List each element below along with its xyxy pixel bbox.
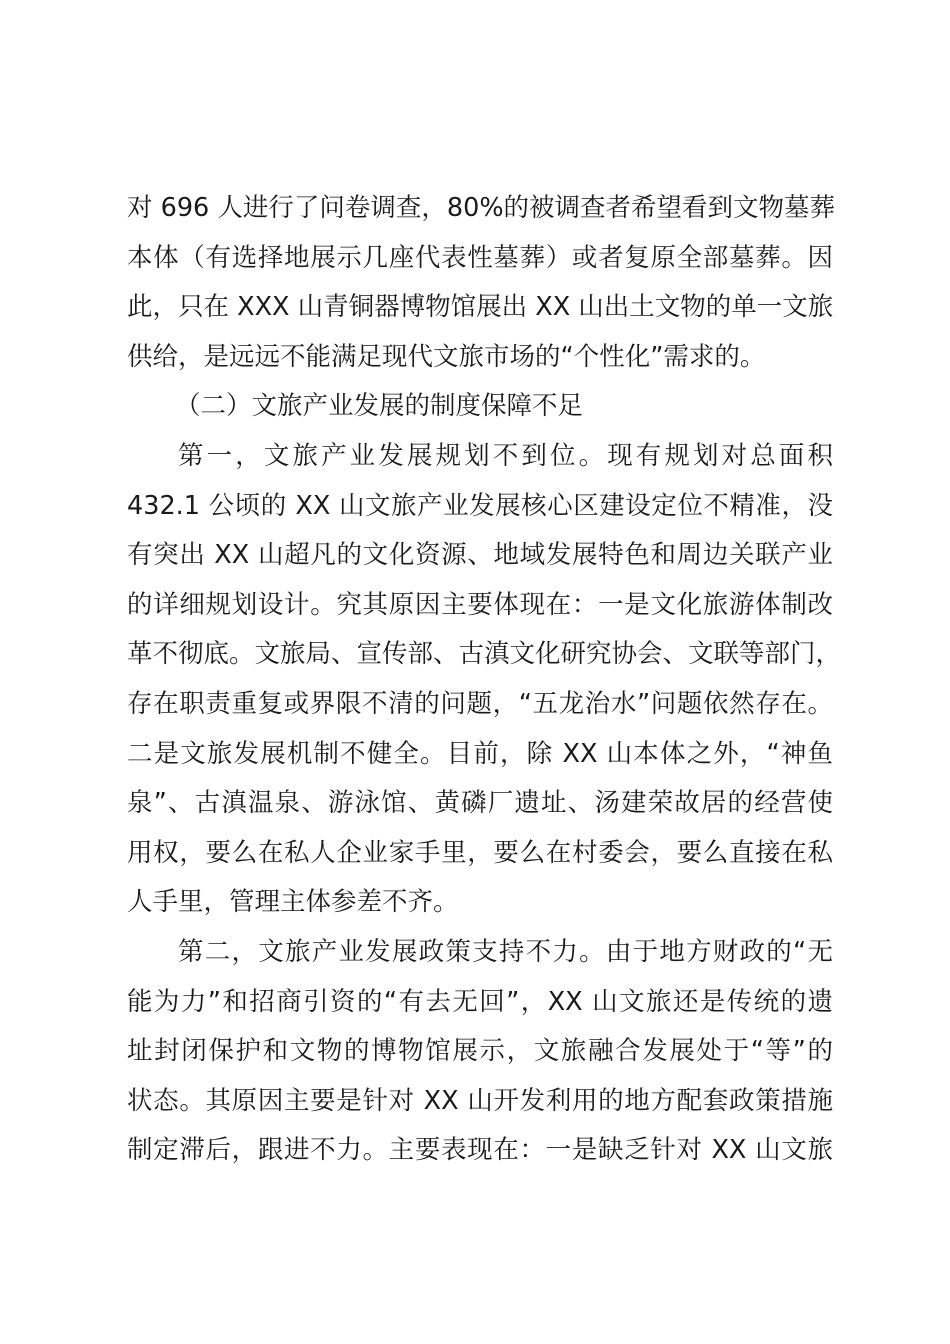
- text-line: 的详细规划设计。究其原因主要体现在：一是文化旅游体制改: [127, 589, 833, 620]
- text-line: 第二，文旅产业发展政策支持不力。由于地方财政的“无: [178, 936, 833, 967]
- text-line: 有突出 XX 山超凡的文化资源、地域发展特色和周边关联产业: [127, 540, 833, 571]
- text-line: 存在职责重复或界限不清的问题，“五龙治水”问题依然存在。: [127, 688, 833, 719]
- text-line: 供给，是远远不能满足现代文旅市场的“个性化”需求的。: [127, 341, 766, 372]
- text-line: 革不彻底。文旅局、宣传部、古滇文化研究协会、文联等部门，: [127, 639, 842, 670]
- text-line: 能为力”和招商引资的“有去无回”，XX 山文旅还是传统的遗: [127, 986, 833, 1017]
- text-line: 用权，要么在私人企业家手里，要么在村委会，要么直接在私: [127, 837, 833, 868]
- text-line: 址封闭保护和文物的博物馆展示，文旅融合发展处于“等”的: [127, 1036, 833, 1067]
- text-line: 二是文旅发展机制不健全。目前，除 XX 山本体之外，“神鱼: [127, 738, 833, 769]
- text-line: 对 696 人进行了问卷调查，80%的被调查者希望看到文物墓葬: [127, 193, 836, 223]
- section-heading: （二）文旅产业发展的制度保障不足: [175, 391, 584, 422]
- text-line: 人手里，管理主体参差不齐。: [127, 887, 459, 918]
- text-line: 本体（有选择地展示几座代表性墓葬）或者复原全部墓葬。因: [127, 242, 833, 273]
- text-line: 第一，文旅产业发展规划不到位。现有规划对总面积: [178, 440, 833, 471]
- text-line: 432.1 公顷的 XX 山文旅产业发展核心区建设定位不精准，没: [127, 490, 833, 521]
- document-body: [127, 184, 842, 1176]
- text-line: 此，只在 XXX 山青铜器博物馆展出 XX 山出土文物的单一文旅: [127, 292, 834, 323]
- text-line: 泉”、古滇温泉、游泳馆、黄磷厂遗址、汤建荣故居的经营使: [127, 788, 833, 819]
- text-line: 制定滞后，跟进不力。主要表现在：一是缺乏针对 XX 山文旅: [127, 1135, 833, 1166]
- text-line: 状态。其原因主要是针对 XX 山开发利用的地方配套政策措施: [127, 1085, 833, 1116]
